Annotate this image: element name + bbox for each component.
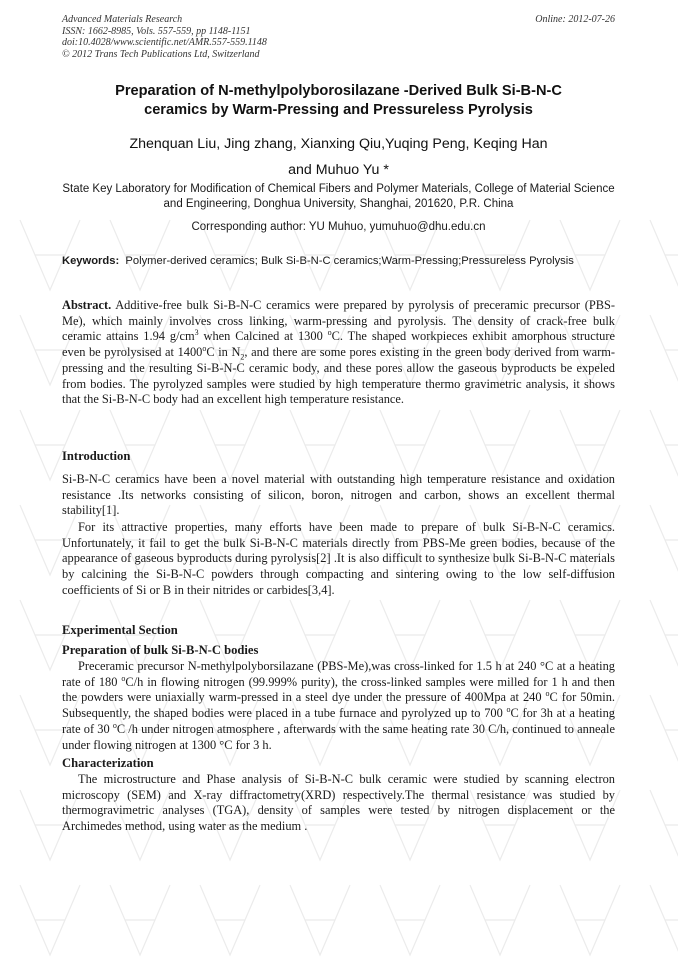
watermark-glyph bbox=[380, 885, 440, 955]
keywords-label: Keywords: bbox=[62, 255, 120, 267]
watermark-glyph bbox=[650, 505, 678, 575]
abstract bbox=[62, 298, 615, 408]
watermark-glyph bbox=[650, 885, 678, 955]
prep-text-d: C for 3h at a heating rate of 30 bbox=[62, 706, 615, 736]
prep-sup-3: o bbox=[506, 704, 511, 714]
watermark-glyph bbox=[560, 410, 620, 480]
watermark-glyph bbox=[560, 885, 620, 955]
watermark-glyph bbox=[110, 410, 170, 480]
watermark-glyph bbox=[380, 410, 440, 480]
introduction-paragraph-1: Si-B-N-C ceramics have been a novel material with outstanding high temperature resistance and oxidation resistance .Its networks consisting of silicon, boron, nitrogen and carbon, shows an excellent thermal stability[1]. bbox=[62, 472, 615, 518]
prep-sup-4: o bbox=[112, 720, 117, 730]
prep-text-b: C/h in flowing nitrogen (99.999% purity), the cross-linked samples were milled for 1 h and then the powders were uniaxially warm-pressed in a steel dye under the pressure of 400Mpa at 240 bbox=[62, 674, 615, 705]
abstract-text-5: , and there are some pores existing in the green body derived from warm-pressing and the resulting Si-B-N-C ceramic body, and these pores allow the gaseous byproducts be expeled from bodies. The pyrolyzed samples were studied by high temperature thermo gravimetric analysis, it shows that the Si-B-N-C body had an excellent high temperature resistance. bbox=[62, 345, 615, 407]
watermark-glyph bbox=[650, 600, 678, 670]
prep-sup-2: o bbox=[545, 689, 550, 699]
prep-text-e: C /h under nitrogen atmosphere , afterwards with the same heating rate 30 C/h, continued to anneale under flowing nitrogen at 1300 °C for 3 h. bbox=[62, 721, 615, 752]
abstract-text-1: Additive-free bulk Si-B-N-C ceramics were prepared by pyrolysis of preceramic precursor (PBS-Me), which mainly involves cross linking, warm-pressing and pyrolysis. The density of crack-free bulk ceramic attains 1.94 g/cm bbox=[62, 298, 615, 344]
title-line-1: Preparation of N-methylpolyborosilazane -Derived Bulk Si-B-N-C bbox=[115, 83, 562, 99]
abstract-sub-4: 2 bbox=[240, 352, 245, 362]
introduction-paragraph-2: For its attractive properties, many efforts have been made to prepare of bulk Si-B-N-C ceramics. Unfortunately, it fail to get the bulk Si-B-N-C materials directly from PBS-Me green bodies, because of the appearance of gaseous byproducts during pyrolysis[2] .It is also difficult to synthesize bulk Si-B-N-C materials by calcining the Si-B-N-C powders through compacting and sintering owing to the low self-diffusion coefficients of Si or B in their nitrides or carbides[3,4]. bbox=[62, 520, 615, 597]
authors-line-2: and Muhuo Yu * bbox=[288, 162, 389, 178]
prep-sup-1: o bbox=[121, 673, 126, 683]
abstract-label: Abstract. bbox=[62, 298, 112, 312]
watermark-glyph bbox=[650, 695, 678, 765]
abstract-sup-3: o bbox=[202, 343, 207, 353]
title-line-2: ceramics by Warm-Pressing and Pressureless Pyrolysis bbox=[144, 101, 533, 118]
watermark-glyph bbox=[470, 410, 530, 480]
prep-text-c: C for 50min. Subsequently, the shaped bodies were placed in a tube furnace and pyrolyzed up to 700 bbox=[62, 690, 615, 721]
abstract-text-2: when Calcined at 1300 bbox=[198, 329, 328, 344]
journal-header bbox=[62, 14, 615, 60]
watermark-glyph bbox=[650, 220, 678, 290]
experimental-heading: Experimental Section bbox=[62, 623, 178, 637]
doi-line: doi:10.4028/www.scientific.net/AMR.557-559.1148 bbox=[62, 37, 267, 48]
issn-line: ISSN: 1662-8985, Vols. 557-559, pp 1148-1151 bbox=[62, 25, 251, 37]
watermark-glyph bbox=[470, 885, 530, 955]
prep-text-a: Preceramic precursor N-methylpolyborsilazane (PBS-Me),was cross-linked for 1.5 h at 240 °C at a heating rate of 180 bbox=[62, 659, 615, 689]
corresponding-author: Corresponding author: YU Muhuo, yumuhuo@dhu.edu.cn bbox=[191, 221, 486, 233]
watermark-glyph bbox=[200, 410, 260, 480]
online-date: Online: 2012-07-26 bbox=[535, 14, 615, 25]
preparation-paragraph bbox=[62, 659, 615, 753]
watermark-glyph bbox=[110, 885, 170, 955]
affiliation: State Key Laboratory for Modification of Chemical Fibers and Polymer Materials, College of Material Science and Engineering, Donghua University, Shanghai, 201620, P.R. China bbox=[62, 183, 615, 210]
abstract-text-3: C. The shaped workpieces exhibit amorphous structure even be pyrolysised at 1400 bbox=[62, 329, 615, 360]
watermark-glyph bbox=[650, 315, 678, 385]
preparation-subheading: Preparation of bulk Si-B-N-C bodies bbox=[62, 643, 259, 657]
copyright-line: © 2012 Trans Tech Publications Ltd, Switzerland bbox=[62, 48, 260, 60]
abstract-sup-1: 3 bbox=[194, 328, 199, 338]
watermark-glyph bbox=[650, 410, 678, 480]
keywords bbox=[62, 254, 615, 270]
watermark-glyph bbox=[200, 885, 260, 955]
watermark-glyph bbox=[290, 410, 350, 480]
keywords-text: Polymer-derived ceramics; Bulk Si-B-N-C ceramics;Warm-Pressing;Pressureless Pyrolysis bbox=[125, 255, 574, 267]
characterization-subheading: Characterization bbox=[62, 756, 154, 770]
paper-title bbox=[62, 82, 615, 119]
journal-name: Advanced Materials Research bbox=[62, 14, 183, 25]
introduction-heading: Introduction bbox=[62, 449, 131, 463]
abstract-sup-2: o bbox=[327, 328, 332, 338]
watermark-glyph bbox=[20, 410, 80, 480]
watermark-glyph bbox=[20, 885, 80, 955]
abstract-text-4: C in N bbox=[206, 345, 241, 360]
watermark-glyph bbox=[290, 885, 350, 955]
author-list bbox=[62, 131, 615, 183]
authors-line-1: Zhenquan Liu, Jing zhang, Xianxing Qiu,Yuqing Peng, Keqing Han bbox=[129, 136, 548, 152]
characterization-paragraph: The microstructure and Phase analysis of Si-B-N-C bulk ceramic were studied by scanning electron microscopy (SEM) and X-ray diffractometry(XRD) respectively.The thermal resistance was studied by thermogravimetric analyses (TGA), density of samples were tested by nitrogen displacement or the Archimedes method, using water as the medium . bbox=[62, 772, 615, 834]
watermark-glyph bbox=[650, 790, 678, 860]
